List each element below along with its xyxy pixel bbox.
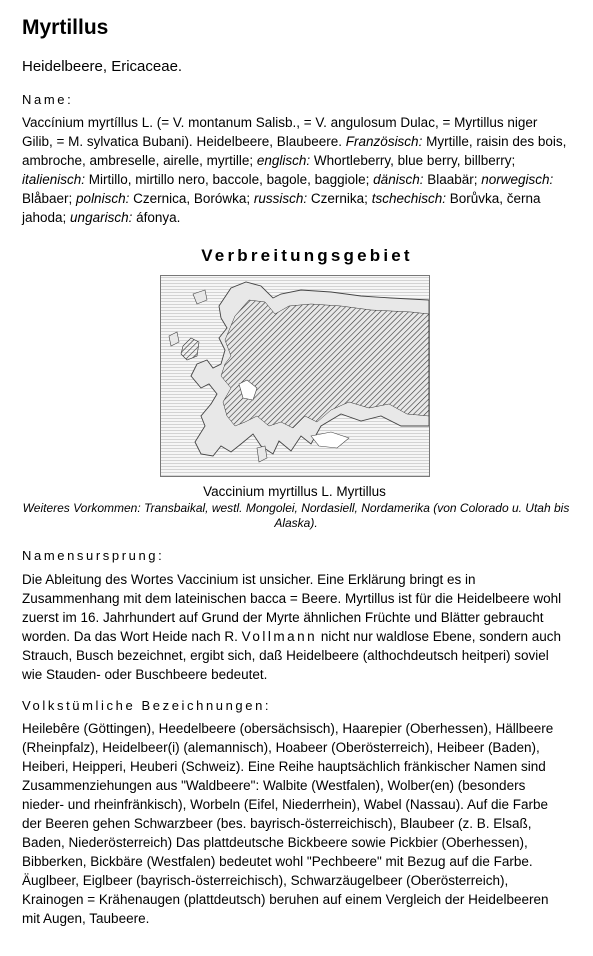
folk-paragraph: Heilebêre (Göttingen), Heedelbeere (obersächsisch), Haarepier (Oberhessen), Hällbeere (Rheinpfalz), Heidelbeer(i) (alemannisch), Hoabeer (Oberösterreich), Heibeer (Baden), Heiberi, Heipperi, Heuberi (Schweiz). Eine Reihe hauptsächlich fränkischer Namen sind Zusammenziehungen aus "Waldbeere": Walbite (Westfalen), Wolber(en) (besonders nieder- und rheinfränkisch), Worbeln (Eifel, Niederrhein), Wabel (Nassau). Auf die Farbe der Beeren gehen Schwarzbeer (bes. bayrisch-österreichisch), Blaubeer (z. B. Elsaß, Baden, Niederösterreich) Das plattdeutsche Bickbeere sowie Pickbier (Oberhessen), Bibberken, Bickbäre (Westfalen) bedeutet wohl "Pechbeere" mit Bezug auf die Farbe. Äuglbeer, Eiglbeer (bayrisch-österreichisch), Schwarzäugelbeer (Oberösterreich), Krainogen = Krähenaugen (plattdeutsch) beruhen auf einem Vergleich der Heidelbeeren mit Augen, Taubeere. xyxy=(22,721,554,926)
origin-text-1: Die Ableitung des Wortes Vaccinium ist unsicher. Eine Erklärung bringt es in Zusammenhang mit dem lateinischen bacca = Beere. Myrtillus ist für die Heidelbeere wohl zuerst im 16. Jahrhundert auf Grund der Myrte ähnlichen Früchte und Blätter gebraucht worden. Da das Wort Heide nach R. xyxy=(22,572,562,644)
label-french: Französisch: xyxy=(345,134,423,149)
origin-author: Vollmann xyxy=(241,629,318,644)
label-english: englisch: xyxy=(256,153,311,168)
map-note: Weiteres Vorkommen: Transbaikal, westl. Mongolei, Nordasiell, Nordamerika (von Colorado u. Utah bis Alaska). xyxy=(22,501,570,530)
map-heading: Verbreitungsgebiet xyxy=(201,246,413,265)
text-danish: Blaabär; xyxy=(423,172,482,187)
label-czech: tschechisch: xyxy=(371,191,446,206)
text-norwegian: Blåbaer; xyxy=(22,191,77,206)
label-russian: russisch: xyxy=(253,191,308,206)
text-hungarian: áfonya. xyxy=(132,210,181,225)
label-hungarian: ungarisch: xyxy=(70,210,133,225)
label-italian: italienisch: xyxy=(22,172,86,187)
map-caption: Vaccinium myrtillus L. Myrtillus xyxy=(203,484,386,499)
name-text: Vaccínium myrtíllus L. (= V. montanum Salisb., = V. angulosum Dulac, = Myrtillus niger Gilib, = M. sylvatica Bubani). Heidelbeere, Blaubeere. xyxy=(22,115,538,149)
origin-text-2: nicht nur waldlose Ebene, sondern auch Strauch, Busch bezeichnet, ergibt sich, daß Heidelbeere (althochdeutsch heitperi) soviel wie Stauden- oder Buschbeere bedeutet. xyxy=(22,629,562,682)
label-norwegian: norwegisch: xyxy=(481,172,554,187)
folk-heading: Volkstümliche Bezeichnungen: xyxy=(22,698,272,713)
text-english: Whortleberry, blue berry, billberry; xyxy=(310,153,516,168)
text-russian: Czernika; xyxy=(307,191,372,206)
name-heading: Name: xyxy=(22,92,74,107)
page-title: Myrtillus xyxy=(22,16,109,39)
text-french: Myrtille, raisin des bois, ambroche, ambreselle, airelle, myrtille; xyxy=(22,134,567,168)
page-subtitle: Heidelbeere, Ericaceae. xyxy=(22,58,183,75)
label-polish: polnisch: xyxy=(76,191,130,206)
europe-map-image xyxy=(161,276,429,476)
label-danish: dänisch: xyxy=(373,172,424,187)
text-polish: Czernica, Borówka; xyxy=(129,191,254,206)
name-paragraph xyxy=(22,113,570,227)
text-italian: Mirtillo, mirtillo nero, baccole, bagole, baggiole; xyxy=(85,172,374,187)
origin-paragraph xyxy=(22,570,570,684)
origin-heading: Namensursprung: xyxy=(22,548,165,563)
distribution-map xyxy=(160,275,430,477)
text-czech: Borůvka, černa jahoda; xyxy=(22,191,541,225)
